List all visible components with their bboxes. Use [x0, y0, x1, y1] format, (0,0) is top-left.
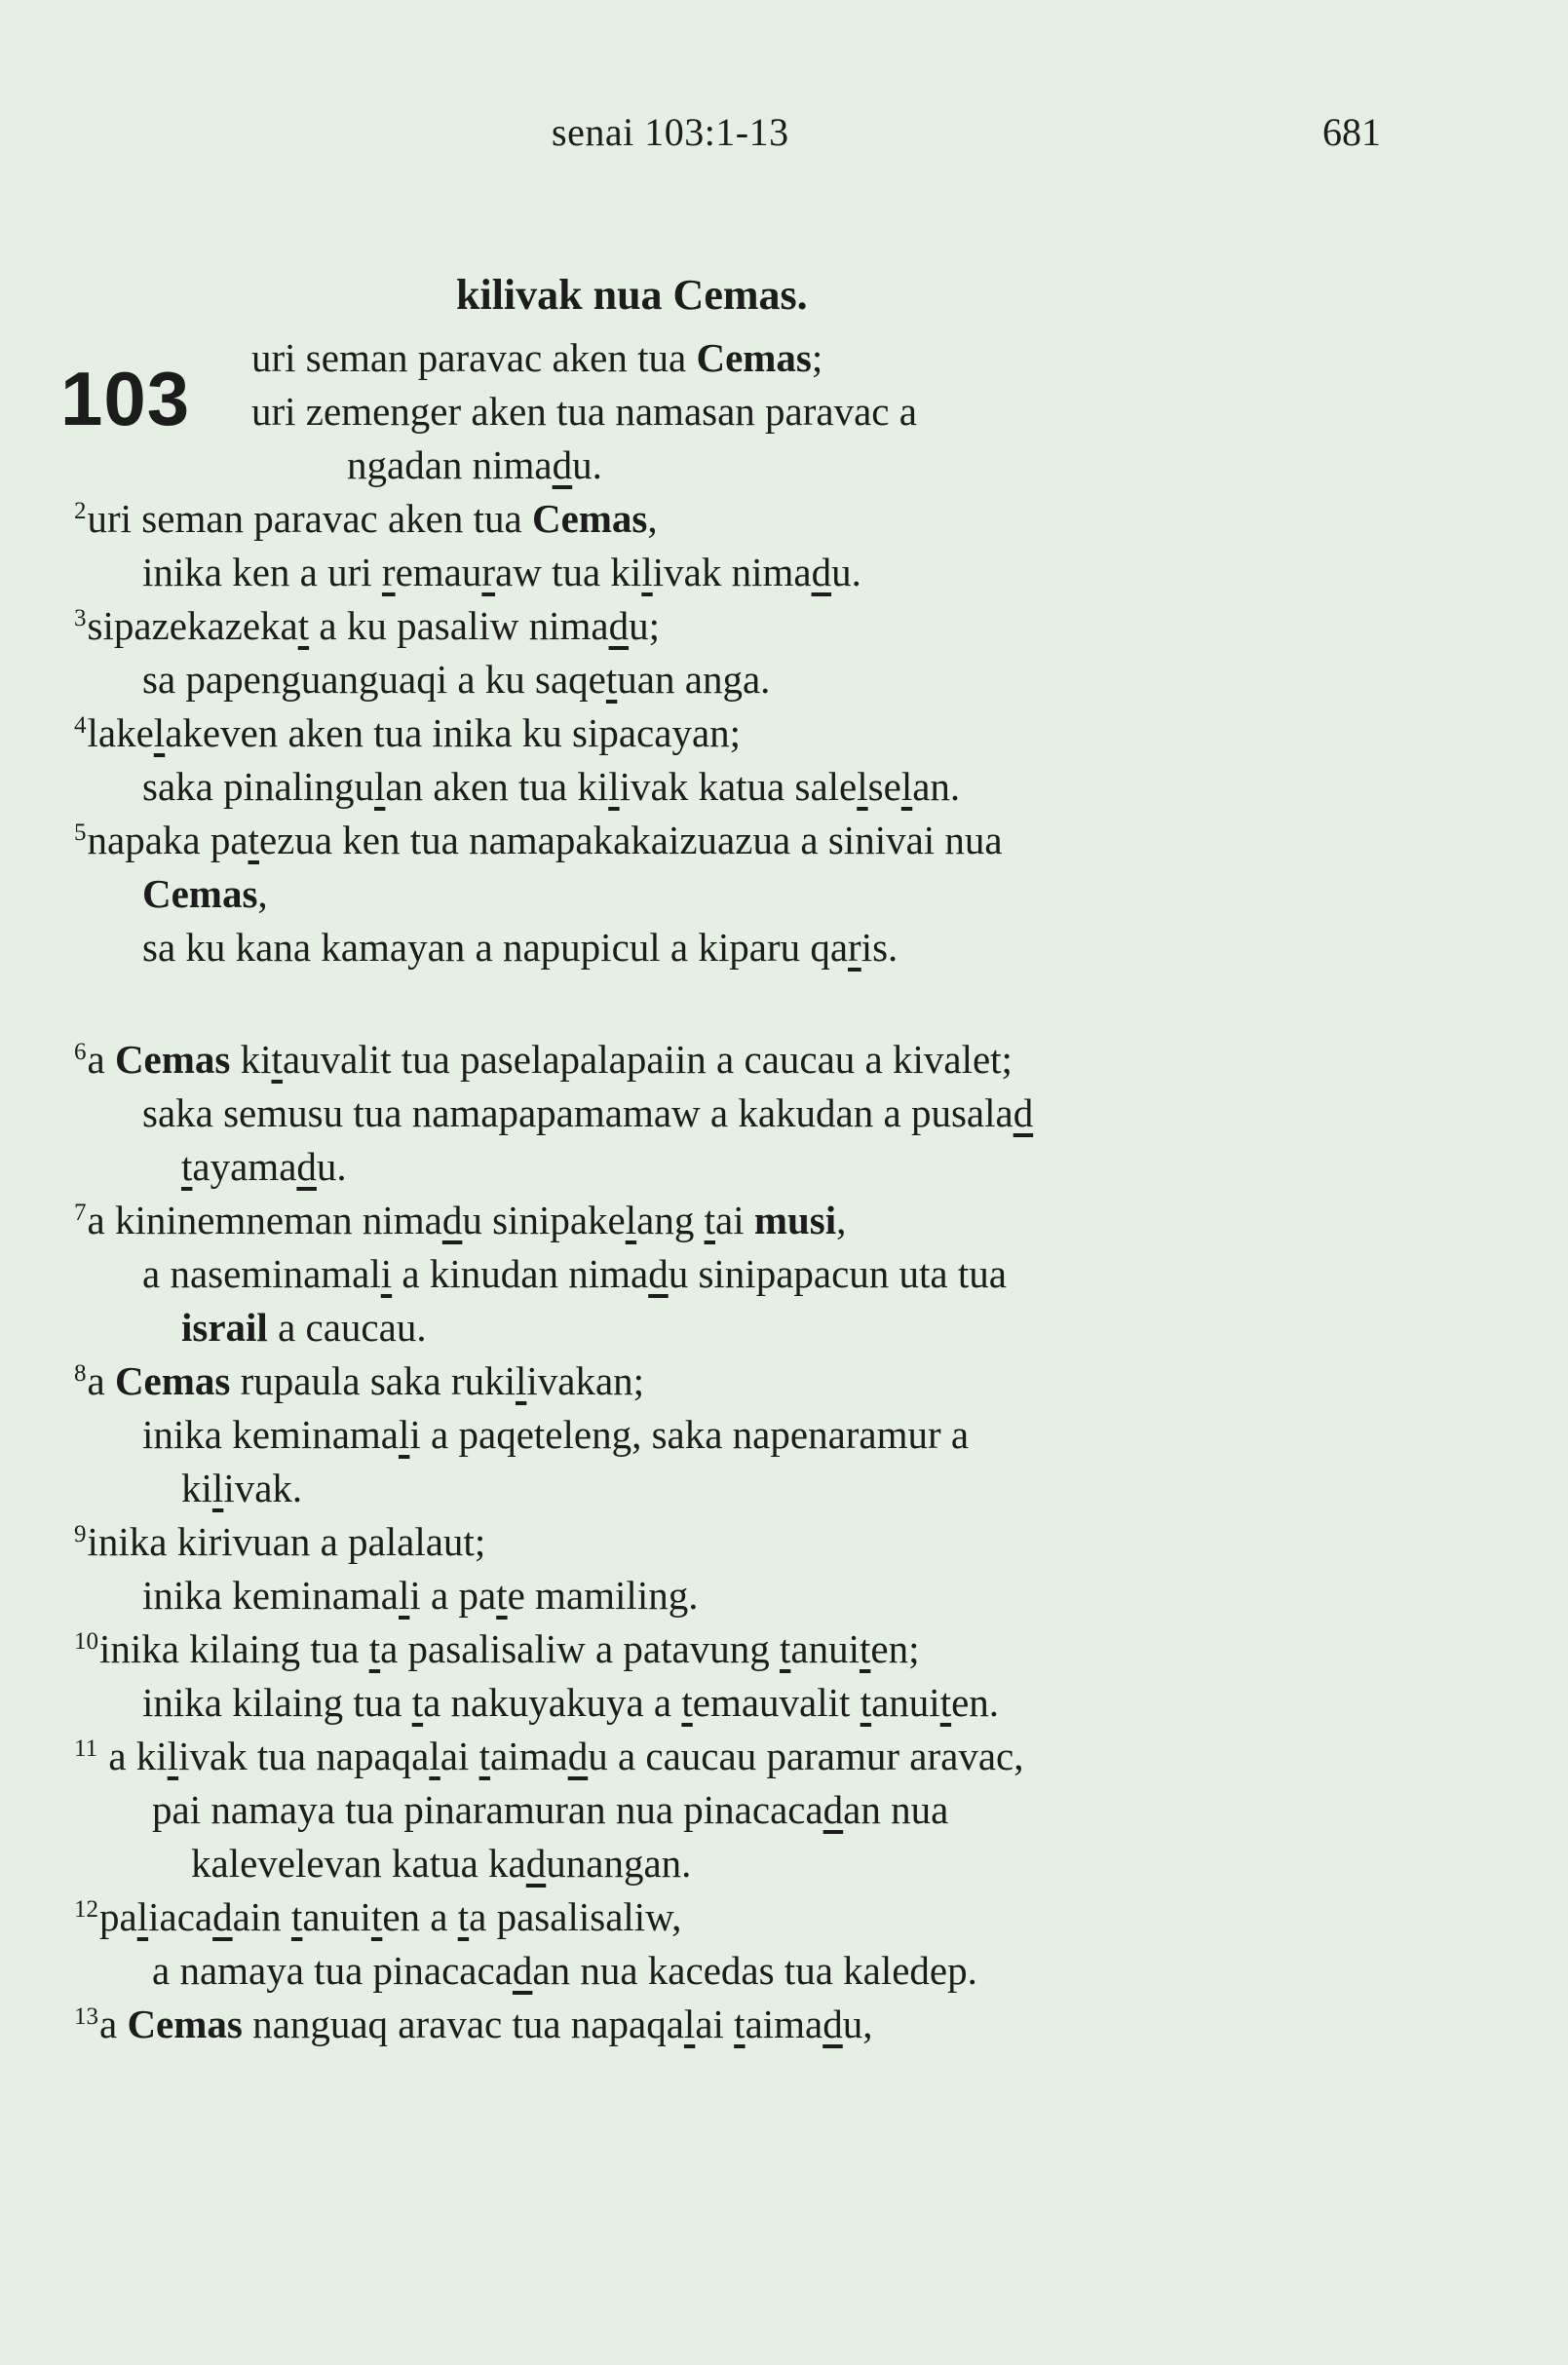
verse-text: ai — [440, 1734, 479, 1778]
verse-text: ivak tua napaqa — [178, 1734, 430, 1778]
verse-text: a nakuyakuya a — [423, 1680, 682, 1725]
verse-text: t — [411, 1680, 424, 1725]
verse-text: t — [939, 1680, 952, 1725]
verse-text: d — [608, 603, 630, 648]
verse-line — [74, 1198, 847, 1242]
verse-text: sa ku kana kamayan a napupicul a kiparu qa — [142, 925, 849, 970]
verse-text: , — [836, 1198, 847, 1242]
verse-text: l — [641, 550, 653, 594]
verse-text: sipazekazeka — [87, 603, 298, 648]
verse-text: israil — [181, 1305, 268, 1350]
verse-text: a — [87, 1358, 115, 1403]
verse-line — [251, 335, 823, 380]
verse-text: uan anga. — [617, 657, 771, 702]
verse-text: nanguaq aravac tua napaqa — [242, 2002, 684, 2046]
verse-text: a — [87, 1037, 115, 1082]
verse-text: en. — [951, 1680, 1000, 1725]
verse-text: auvalit tua paselapalapaiin a caucau a kivalet; — [282, 1037, 1013, 1082]
verse-text: a namaya tua pinacaca — [152, 1948, 513, 1993]
verse-line — [74, 1358, 645, 1403]
verse-text: u. — [316, 1144, 347, 1189]
verse-text: Cemas — [114, 1037, 231, 1082]
verse-text: t — [605, 657, 618, 702]
verse-text: t — [181, 1144, 193, 1189]
verse-number: 4 — [74, 712, 87, 739]
verse-text: u, — [842, 2002, 873, 2046]
verse-text: l — [167, 1734, 179, 1778]
verse-text: ezua ken tua namapakakaizuazua a sinivai nua — [258, 818, 1003, 862]
verse-text: is. — [860, 925, 899, 970]
verse-text: inika kilaing tua — [99, 1626, 369, 1671]
verse-text: an. — [912, 764, 961, 809]
verse-text: l — [211, 1466, 224, 1510]
verse-text: an aken tua ki — [385, 764, 609, 809]
verse-text: uri zemenger aken tua namasan paravac a — [251, 389, 917, 434]
verse-text: a caucau. — [267, 1305, 427, 1350]
verse-text: t — [457, 1894, 470, 1939]
verse-line — [74, 1894, 682, 1939]
verse-line — [152, 1948, 977, 1993]
verse-line — [191, 1841, 692, 1886]
verse-text: iaca — [148, 1894, 213, 1939]
verse-text: ki — [181, 1466, 212, 1510]
verse-text: l — [153, 710, 166, 755]
verse-text: an nua kacedas tua kaledep. — [532, 1948, 977, 1993]
verse-text: ayama — [192, 1144, 297, 1189]
verse-text: lake — [87, 710, 154, 755]
verse-text: inika kirivuan a palalaut; — [87, 1519, 486, 1564]
verse-text: t — [368, 1626, 381, 1671]
verse-text: inika keminama — [142, 1412, 399, 1457]
verse-text: aw tua ki — [495, 550, 642, 594]
verse-text: se — [867, 764, 901, 809]
verse-line — [74, 603, 660, 648]
verse-text: ang — [636, 1198, 705, 1242]
verse-text: uri seman paravac aken tua — [251, 335, 697, 380]
verse-text: , — [647, 496, 658, 541]
verse-text: l — [373, 764, 386, 809]
verse-text: u sinipapacun uta tua — [668, 1251, 1007, 1296]
verse-text: t — [681, 1680, 693, 1725]
verse-number: 3 — [74, 605, 87, 631]
verse-text: t — [290, 1894, 303, 1939]
verse-line — [74, 1736, 1023, 1776]
verse-text: an nua — [843, 1787, 949, 1832]
verse-text: a ku pasaliw nima — [309, 603, 609, 648]
verse-text: emauvalit — [692, 1680, 860, 1725]
verse-line — [181, 1466, 303, 1510]
verse-text: en a — [382, 1894, 458, 1939]
verse-text: aima — [745, 2002, 823, 2046]
verse-text: t — [859, 1626, 871, 1671]
verse-number: 2 — [74, 498, 87, 524]
verse-text: rupaula saka ruki — [230, 1358, 516, 1403]
verse-text: Cemas — [696, 335, 812, 380]
verse-text: inika ken a uri — [142, 550, 382, 594]
verse-text: d — [1013, 1090, 1034, 1135]
verse-line — [142, 657, 771, 702]
verse-text: musi — [753, 1198, 837, 1242]
verse-text: inika kilaing tua — [142, 1680, 412, 1725]
verse-text: l — [683, 2002, 696, 2046]
verse-line — [74, 496, 658, 541]
page-number: 681 — [1322, 110, 1381, 154]
verse-text: anui — [790, 1626, 860, 1671]
verse-text: d — [648, 1251, 669, 1296]
verse-text: t — [370, 1894, 383, 1939]
verse-text: r — [381, 550, 396, 594]
verse-line — [74, 820, 1003, 860]
verse-text: t — [734, 2002, 746, 2046]
verse-line — [142, 1573, 699, 1618]
verse-text: uri seman paravac aken tua — [87, 496, 532, 541]
verse-number: 6 — [74, 1039, 87, 1065]
verse-text: sa papenguanguaqi a ku saqe — [142, 657, 606, 702]
verse-text: l — [399, 1573, 410, 1618]
verse-text: ivak katua sale — [619, 764, 858, 809]
verse-text: l — [625, 1198, 637, 1242]
verse-text: l — [429, 1734, 440, 1778]
verse-text: pa — [99, 1894, 137, 1939]
verse-text: a naseminamal — [142, 1251, 381, 1296]
verse-text: t — [271, 1037, 283, 1082]
verse-number: 13 — [74, 2003, 98, 2030]
verse-line — [74, 710, 742, 755]
verse-text: en; — [870, 1626, 920, 1671]
verse-text: aima — [490, 1734, 568, 1778]
verse-text: , — [257, 871, 268, 916]
verse-text: Cemas — [127, 2002, 243, 2046]
verse-text: l — [136, 1894, 149, 1939]
verse-text: Cemas — [531, 496, 648, 541]
verse-text: t — [779, 1626, 791, 1671]
verse-line — [251, 389, 917, 434]
verse-text: emau — [395, 550, 482, 594]
verse-text: u. — [572, 442, 602, 487]
verse-text: t — [496, 1573, 508, 1618]
verse-text: u a caucau paramur aravac, — [588, 1734, 1024, 1778]
verse-number: 7 — [74, 1200, 87, 1226]
verse-text: inika keminama — [142, 1573, 399, 1618]
verse-text: i — [380, 1251, 393, 1296]
verse-text: napaka pa — [87, 818, 249, 862]
verse-text: d — [296, 1144, 317, 1189]
verse-text: t — [297, 603, 310, 648]
verse-text: anui — [302, 1894, 371, 1939]
verse-text: r — [848, 925, 861, 970]
verse-line — [142, 1680, 1000, 1725]
verse-line — [142, 1412, 970, 1457]
verse-line — [181, 1144, 347, 1189]
verse-text: e mamiling. — [507, 1573, 699, 1618]
verse-text: Cemas — [114, 1358, 231, 1403]
verse-text: a pasalisaliw, — [469, 1894, 682, 1939]
verse-line — [74, 1519, 486, 1564]
verse-line — [152, 1787, 949, 1832]
verse-text: u. — [831, 550, 861, 594]
verse-text: a ki — [98, 1734, 168, 1778]
verse-text: ngadan nima — [347, 442, 553, 487]
verse-text: t — [704, 1198, 715, 1242]
verse-line — [142, 550, 861, 594]
verse-text: a kininemneman nima — [87, 1198, 442, 1242]
psalm-heading: kilivak nua Cemas. — [456, 271, 808, 319]
chapter-number: 103 — [60, 356, 191, 441]
verse-text: d — [811, 550, 832, 594]
verse-text: l — [857, 764, 868, 809]
verse-number: 5 — [74, 820, 87, 846]
verse-text: d — [441, 1198, 463, 1242]
verse-text: d — [212, 1894, 233, 1939]
verse-line — [142, 1251, 1007, 1296]
verse-text: d — [525, 1841, 547, 1886]
verse-text: u sinipake — [462, 1198, 626, 1242]
verse-text: u; — [629, 603, 660, 648]
verse-text: a pasalisaliw a patavung — [380, 1626, 780, 1671]
verse-line — [142, 764, 961, 809]
verse-line — [347, 442, 602, 487]
verse-text: kalevelevan katua ka — [191, 1841, 526, 1886]
verse-number: 12 — [74, 1896, 98, 1923]
verse-line — [74, 2004, 873, 2044]
verse-line — [142, 925, 899, 970]
verse-text: ivak. — [223, 1466, 303, 1510]
verse-text: pai namaya tua pinaramuran nua pinacaca — [152, 1787, 823, 1832]
verse-line — [74, 1626, 920, 1671]
verse-text: t — [248, 818, 259, 862]
verse-text: l — [399, 1412, 410, 1457]
verse-number: 11 — [74, 1736, 98, 1762]
verse-text: r — [481, 550, 496, 594]
verse-number: 9 — [74, 1521, 87, 1547]
verse-text: ki — [230, 1037, 272, 1082]
verse-text: a — [99, 2002, 128, 2046]
verse-number: 10 — [74, 1628, 98, 1655]
verse-text: akeven aken tua inika ku sipacayan; — [165, 710, 742, 755]
verse-line — [142, 871, 268, 916]
running-header-title: senai 103:1-13 — [552, 110, 789, 154]
verse-text: d — [552, 442, 573, 487]
verse-line — [74, 1037, 1013, 1082]
verse-text: ai — [695, 2002, 735, 2046]
verse-line — [181, 1305, 427, 1350]
verse-text: d — [567, 1734, 589, 1778]
verse-text: t — [478, 1734, 491, 1778]
verse-line — [142, 1090, 1034, 1135]
verse-text: d — [512, 1948, 533, 1993]
verse-text: ivak nima — [652, 550, 812, 594]
verse-text: l — [900, 764, 913, 809]
verse-text: l — [608, 764, 620, 809]
verse-text: Cemas — [142, 871, 258, 916]
verse-text: ; — [811, 335, 823, 380]
verse-text: d — [822, 2002, 843, 2046]
verse-number: 8 — [74, 1360, 87, 1387]
verse-text: ain — [232, 1894, 291, 1939]
verse-text: i a paqeteleng, saka napenaramur a — [409, 1412, 970, 1457]
verse-text: t — [860, 1680, 872, 1725]
verse-text: unangan. — [546, 1841, 692, 1886]
verse-text: anui — [871, 1680, 940, 1725]
verse-text: saka pinalingu — [142, 764, 374, 809]
verse-text: i a pa — [409, 1573, 497, 1618]
verse-text: ai — [715, 1198, 754, 1242]
verse-text: d — [822, 1787, 844, 1832]
verse-text: l — [515, 1358, 527, 1403]
verse-text: a kinudan nima — [392, 1251, 649, 1296]
verse-text: ivakan; — [526, 1358, 645, 1403]
verse-text: saka semusu tua namapapamamaw a kakudan a pusala — [142, 1090, 1013, 1135]
